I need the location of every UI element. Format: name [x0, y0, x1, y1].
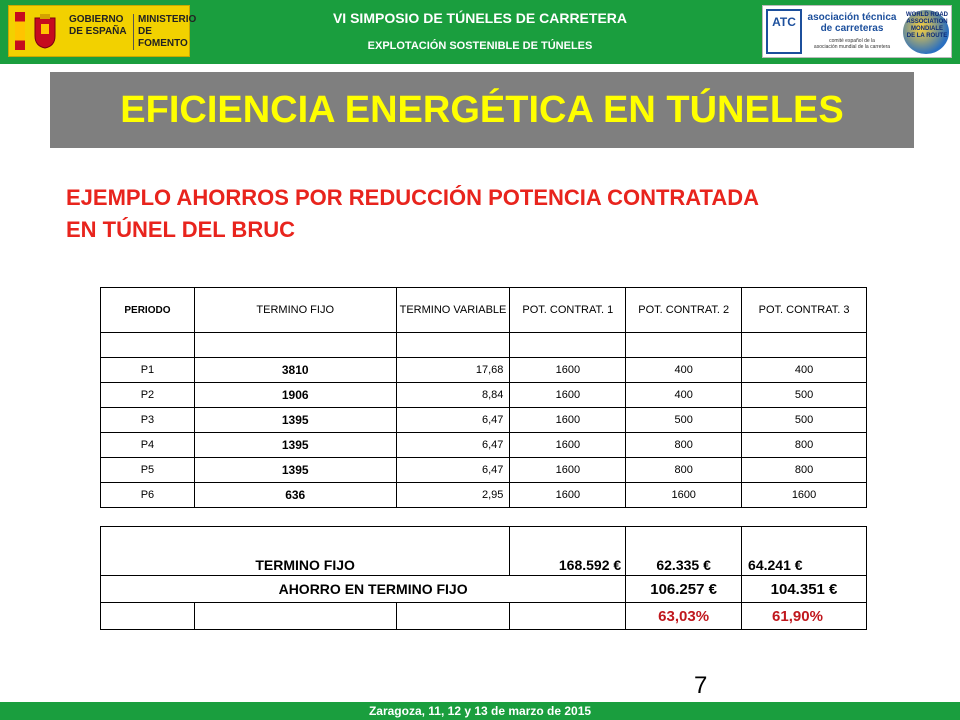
cell-pot-1: 1600 [510, 383, 626, 408]
percent-value-2: 61,90% [742, 603, 867, 630]
main-title: EFICIENCIA ENERGÉTICA EN TÚNELES [120, 89, 844, 131]
footer-bar [0, 702, 960, 720]
table-row [101, 483, 867, 508]
cell-termino-fijo: 636 [194, 483, 396, 508]
gobierno-espana-logo [8, 5, 197, 57]
cell-termino-variable: 2,95 [396, 483, 510, 508]
cell-periodo: P5 [101, 458, 195, 483]
cell-pot-2: 800 [626, 433, 742, 458]
cell-pot-3: 800 [742, 433, 867, 458]
ahorro-value-2: 104.351 € [742, 576, 867, 603]
footer-text: Zaragoza, 11, 12 y 13 de marzo de 2015 [368, 704, 592, 718]
termino-fijo-row [101, 527, 867, 576]
savings-table [100, 526, 867, 630]
header-bar [0, 0, 960, 64]
cell-pot-2: 400 [626, 358, 742, 383]
cell-termino-variable: 17,68 [396, 358, 510, 383]
event-subtitle: EXPLOTACIÓN SOSTENIBLE DE TÚNELES [367, 40, 593, 52]
header-pot-contrat-3: POT. CONTRAT. 3 [742, 288, 867, 333]
cell-pot-3: 400 [742, 358, 867, 383]
atc-mark-icon: ATC [766, 9, 802, 54]
cell-termino-fijo: 1395 [194, 458, 396, 483]
subtitle-line-1: EJEMPLO AHORROS POR REDUCCIÓN POTENCIA CONTRATADA [66, 185, 760, 210]
page-number: 7 [694, 672, 708, 699]
main-title-bar [50, 72, 914, 148]
cell-pot-2: 1600 [626, 483, 742, 508]
coat-of-arms-icon [31, 12, 59, 50]
termino-fijo-value-3: 64.241 € [742, 527, 867, 576]
cell-periodo: P1 [101, 358, 195, 383]
table-row-empty [101, 333, 867, 358]
table-row [101, 383, 867, 408]
tariff-table [100, 287, 867, 508]
percent-row [101, 603, 867, 630]
cell-pot-3: 1600 [742, 483, 867, 508]
atc-subtext: comité español de la asociación mundial de la carretera [813, 38, 891, 50]
gobierno-text: GOBIERNO DE ESPAÑA [69, 14, 127, 37]
table-row [101, 433, 867, 458]
header-termino-variable: TERMINO VARIABLE [396, 288, 510, 333]
cell-periodo: P2 [101, 383, 195, 408]
table-row [101, 458, 867, 483]
cell-termino-fijo: 1906 [194, 383, 396, 408]
cell-periodo: P6 [101, 483, 195, 508]
cell-pot-1: 1600 [510, 458, 626, 483]
header-periodo: PERIODO [101, 288, 195, 333]
cell-termino-variable: 6,47 [396, 408, 510, 433]
cell-periodo: P4 [101, 433, 195, 458]
cell-pot-1: 1600 [510, 358, 626, 383]
cell-pot-2: 400 [626, 383, 742, 408]
termino-fijo-label: TERMINO FIJO [101, 527, 510, 576]
percent-value-1: 63,03% [626, 603, 742, 630]
cell-termino-variable: 6,47 [396, 433, 510, 458]
header-termino-fijo: TERMINO FIJO [194, 288, 396, 333]
atc-piarc-logo [762, 5, 952, 58]
cell-termino-fijo: 1395 [194, 433, 396, 458]
cell-pot-3: 800 [742, 458, 867, 483]
table-row [101, 408, 867, 433]
slide-subtitle [66, 182, 926, 246]
cell-pot-2: 500 [626, 408, 742, 433]
subtitle-line-2: EN TÚNEL DEL BRUC [66, 217, 295, 242]
cell-termino-variable: 8,84 [396, 383, 510, 408]
atc-name: asociación técnica de carreteras [807, 12, 897, 34]
termino-fijo-value-2: 62.335 € [626, 527, 742, 576]
termino-fijo-value-1: 168.592 € [510, 527, 626, 576]
ahorro-row [101, 576, 867, 603]
table-header-row [101, 288, 867, 333]
cell-pot-1: 1600 [510, 433, 626, 458]
ahorro-value-1: 106.257 € [626, 576, 742, 603]
cell-pot-3: 500 [742, 383, 867, 408]
cell-termino-fijo: 1395 [194, 408, 396, 433]
cell-pot-3: 500 [742, 408, 867, 433]
ministerio-text: MINISTERIO DE FOMENTO [133, 14, 194, 50]
header-pot-contrat-2: POT. CONTRAT. 2 [626, 288, 742, 333]
cell-pot-1: 1600 [510, 408, 626, 433]
cell-periodo: P3 [101, 408, 195, 433]
cell-pot-1: 1600 [510, 483, 626, 508]
cell-termino-variable: 6,47 [396, 458, 510, 483]
cell-pot-2: 800 [626, 458, 742, 483]
event-title: VI SIMPOSIO DE TÚNELES DE CARRETERA [332, 10, 628, 26]
header-pot-contrat-1: POT. CONTRAT. 1 [510, 288, 626, 333]
piarc-text: WORLD ROAD ASSOCIATION MONDIALE DE LA ROUTE [906, 12, 948, 39]
ahorro-label: AHORRO EN TERMINO FIJO [101, 576, 626, 603]
spain-flag-icon [15, 12, 25, 50]
cell-termino-fijo: 3810 [194, 358, 396, 383]
table-row [101, 358, 867, 383]
